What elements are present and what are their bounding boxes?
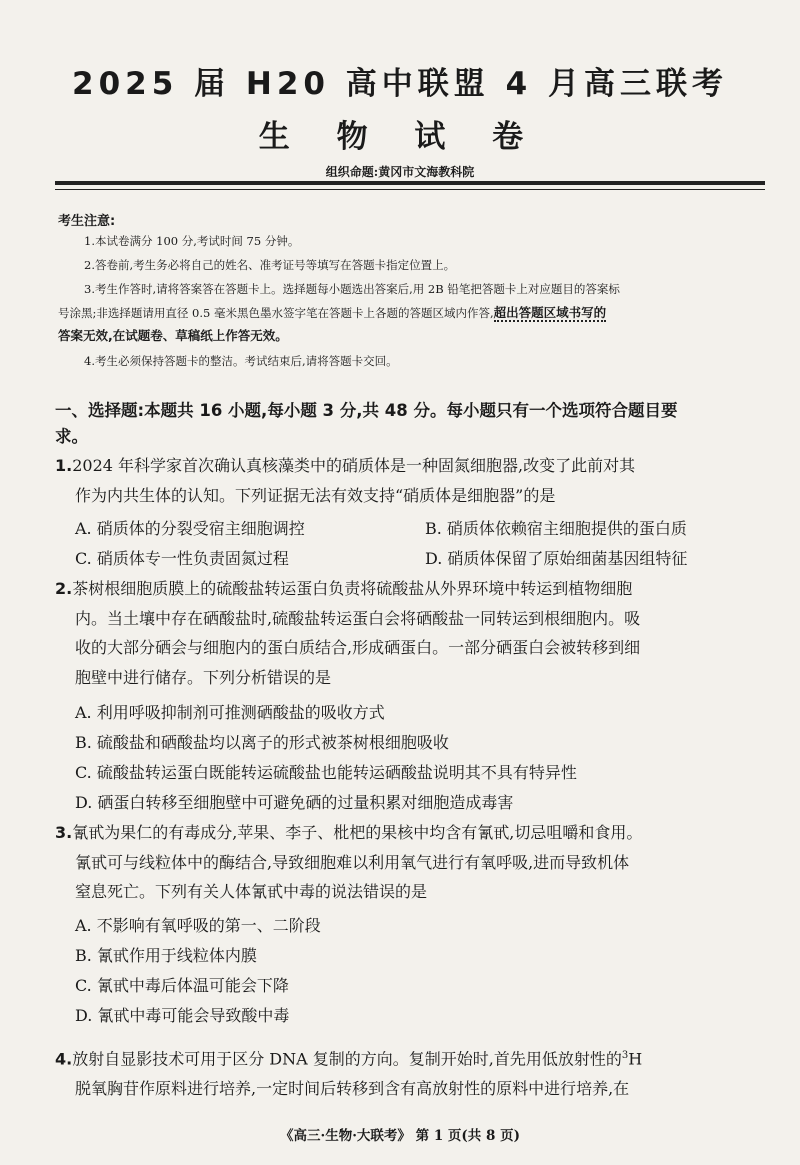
question-1-line1: 2024 年科学家首次确认真核藻类中的硝质体是一种固氮细胞器,改变了此前对其 xyxy=(72,456,636,475)
question-1 xyxy=(55,451,775,510)
section-heading xyxy=(55,398,770,450)
question-2-line3: 收的大部分硒会与细胞内的蛋白质结合,形成硒蛋白。一部分硒蛋白会被转移到细 xyxy=(75,638,641,657)
question-3-option-a: A. 不影响有氧呼吸的第一、二阶段 xyxy=(75,916,321,935)
question-1-option-a: A. 硝质体的分裂受宿主细胞调控 xyxy=(75,519,305,538)
header-rule-thick xyxy=(55,181,765,185)
question-3-option-d: D. 氰甙中毒可能会导致酸中毒 xyxy=(75,1006,290,1025)
question-3-line3: 窒息死亡。下列有关人体氰甙中毒的说法错误的是 xyxy=(75,882,428,901)
notice-item-3-cont xyxy=(58,305,768,321)
notice-item-1-text: 1.本试卷满分 100 分,考试时间 75 分钟。 xyxy=(84,234,300,248)
organizer-line: 组织命题:黄冈市文海教科院 xyxy=(325,165,475,179)
question-4-isotope: H xyxy=(628,1049,643,1069)
exam-title: 2025 届 H20 高中联盟 4 月高三联考 xyxy=(72,66,728,102)
section-heading-line2: 求。 xyxy=(55,427,88,446)
question-2-option-b: B. 硫酸盐和硒酸盐均以离子的形式被茶树根细胞吸收 xyxy=(75,733,449,752)
question-4-number: 4. xyxy=(55,1049,73,1069)
question-1-number: 1. xyxy=(55,456,73,475)
question-1-option-d: D. 硝质体保留了原始细菌基因组特征 xyxy=(425,549,688,568)
notice-item-3-line3: 答案无效,在试题卷、草稿纸上作答无效。 xyxy=(58,328,288,343)
question-2 xyxy=(55,574,775,692)
question-1-option-b: B. 硝质体依赖宿主细胞提供的蛋白质 xyxy=(425,519,687,538)
notice-item-3-line2: 号涂黑;非选择题请用直径 0.5 毫米黑色墨水签字笔在答题卡上各题的答题区域内作答, xyxy=(58,306,494,320)
question-2-number: 2. xyxy=(55,579,73,598)
notice-item-3 xyxy=(58,281,768,297)
question-3 xyxy=(55,818,775,907)
question-3-number: 3. xyxy=(55,823,73,842)
question-2-option-c: C. 硫酸盐转运蛋白既能转运硫酸盐也能转运硒酸盐说明其不具有特异性 xyxy=(75,763,577,782)
question-2-option-d: D. 硒蛋白转移至细胞壁中可避免硒的过量积累对细胞造成毒害 xyxy=(75,793,514,812)
question-2-option-a: A. 利用呼吸抑制剂可推测硒酸盐的吸收方式 xyxy=(75,703,385,722)
notice-item-4-text: 4.考生必须保持答题卡的整洁。考试结束后,请将答题卡交回。 xyxy=(84,354,398,368)
notice-item-2-text: 2.答卷前,考生务必将自己的姓名、准考证号等填写在答题卡指定位置上。 xyxy=(84,258,456,272)
question-4 xyxy=(55,1041,775,1103)
header-rule-thin xyxy=(55,189,765,190)
question-3-option-c: C. 氰甙中毒后体温可能会下降 xyxy=(75,976,289,995)
question-3-line2: 氰甙可与线粒体中的酶结合,导致细胞难以利用氧气进行有氧呼吸,进而导致机体 xyxy=(75,852,630,872)
notice-item-4 xyxy=(58,353,768,369)
subject-title: 生 物 试 卷 xyxy=(258,119,542,155)
question-2-line1: 茶树根细胞质膜上的硫酸盐转运蛋白负责将硫酸盐从外界环境中转运到植物细胞 xyxy=(72,579,633,598)
question-1-option-c: C. 硝质体专一性负责固氮过程 xyxy=(75,549,289,568)
question-2-line4: 胞壁中进行储存。下列分析错误的是 xyxy=(75,667,332,687)
notice-heading: 考生注意: xyxy=(58,214,116,229)
question-1-line2: 作为内共生体的认知。下列证据无法有效支持“硝质体是细胞器”的是 xyxy=(75,485,556,505)
question-2-line2: 内。当土壤中存在硒酸盐时,硫酸盐转运蛋白会将硒酸盐一同转运到根细胞内。吸 xyxy=(75,608,641,628)
notice-item-2 xyxy=(58,257,768,273)
question-4-line2: 脱氧胸苷作原料进行培养,一定时间后转移到含有高放射性的原料中进行培养,在 xyxy=(75,1078,630,1098)
page-footer: 《高三·生物·大联考》 第 1 页(共 8 页) xyxy=(280,1128,520,1144)
notice-item-3-end xyxy=(58,328,768,344)
question-3-option-b: B. 氰甙作用于线粒体内膜 xyxy=(75,946,257,965)
question-4-superscript: 3 xyxy=(621,1050,629,1061)
section-heading-line1: 一、选择题:本题共 16 小题,每小题 3 分,共 48 分。每小题只有一个选项符合题目要 xyxy=(55,401,678,420)
notice-item-3-emphasis: 超出答题区域书写的 xyxy=(493,305,607,320)
question-3-line1: 氰甙为果仁的有毒成分,苹果、李子、枇杷的果核中均含有氰甙,切忌咀嚼和食用。 xyxy=(72,823,643,842)
notice-item-3-line1: 3.考生作答时,请将答案答在答题卡上。选择题每小题选出答案后,用 2B 铅笔把答题卡上对应题目的答案标 xyxy=(84,282,620,296)
notice-item-1 xyxy=(58,233,768,249)
question-4-line1: 放射自显影技术可用于区分 DNA 复制的方向。复制开始时,首先用低放射性的 xyxy=(72,1049,622,1069)
